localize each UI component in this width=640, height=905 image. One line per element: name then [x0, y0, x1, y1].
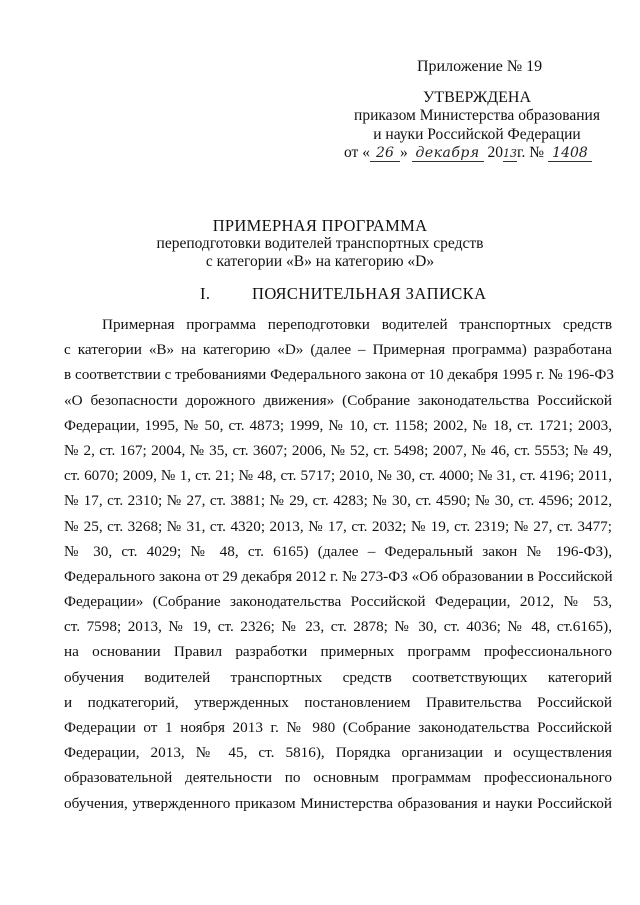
body-line: Федерации от 1 ноября 2013 г. № 980 (Собрание законодательства Российской — [64, 719, 612, 736]
body-line: № 2, ст. 167; 2004, № 35, ст. 3607; 2006, № 52, ст. 5498; 2007, № 46, ст. 5553; № 49, — [64, 441, 612, 459]
body-line: обучения, утвержденного приказом Министерства образования и науки Российской — [64, 794, 612, 812]
program-subtitle-line-2: с категории «В» на категорию «D» — [205, 253, 435, 270]
body-line: ст. 7598; 2013, № 19, ст. 2326; № 23, ст. 2878; № 30, ст. 4036; № 48, ст.6165), — [64, 618, 612, 636]
handwritten-month: декабря — [412, 146, 484, 162]
approved-stamp-text: УТВЕРЖДЕНА — [422, 88, 531, 106]
handwritten-day: 26 — [370, 146, 400, 162]
order-line-2: и науки Российской Федерации — [373, 125, 581, 143]
body-line: образовательной деятельности по основным программам профессионального — [64, 769, 612, 787]
body-line: № 25, ст. 3268; № 31, ст. 4320; 2013, № 17, ст. 2032; № 19, ст. 2319; № 27, ст. 3477; — [64, 517, 612, 535]
date-year-prefix: 20 — [487, 144, 503, 161]
section-heading — [90, 284, 550, 304]
program-subtitle-line-1: переподготовки водителей транспортных средств — [156, 235, 484, 252]
body-line: и подкатегорий, утвержденных постановлением Правительства Российской — [64, 693, 612, 711]
body-line: № 17, ст. 2310; № 27, ст. 3881; № 29, ст. 4283; № 30, ст. 4590; № 30, ст. 4596; 2012, — [64, 492, 612, 510]
section-title: ПОЯСНИТЕЛЬНАЯ ЗАПИСКА — [252, 284, 487, 303]
body-line: ст. 6070; 2009, № 1, ст. 21; № 48, ст. 5717; 2010, № 30, ст. 4000; № 31, ст. 4196; 2011, — [64, 467, 612, 485]
approval-block — [342, 58, 612, 163]
handwritten-year-suffix: 13 — [502, 147, 517, 160]
date-prefix: от « — [344, 144, 370, 161]
handwritten-order-number: 1408 — [548, 146, 592, 162]
body-line: с категории «В» на категорию «D» (далее – Примерная программа) разработана — [64, 341, 612, 359]
order-line-1: приказом Министерства образования — [354, 107, 600, 124]
body-line: в соответствии с требованиями Федерального закона от 10 декабря 1995 г. № 196-ФЗ — [64, 366, 614, 384]
body-line: Федерального закона от 29 декабря 2012 г. № 273-ФЗ «Об образовании в Российской — [64, 567, 613, 585]
date-year-tail: г. № — [516, 144, 545, 161]
program-title-block — [120, 217, 520, 271]
body-line: Федерации, 1995, № 50, ст. 4873; 1999, № 10, ст. 1158; 2002, № 18, ст. 1721; 2003, — [64, 416, 612, 434]
appendix-number: Приложение № 19 — [417, 58, 543, 75]
body-line: Примерная программа переподготовки водителей транспортных средств — [102, 316, 612, 333]
program-title: ПРИМЕРНАЯ ПРОГРАММА — [212, 216, 428, 235]
body-line: Федерации, 2013, № 45, ст. 5816), Порядка организации и осуществления — [64, 744, 612, 762]
order-date-line — [342, 144, 612, 163]
date-mid: » — [399, 144, 408, 161]
body-line: Федерации» (Собрание законодательства Российской Федерации, 2012, № 53, — [64, 593, 612, 611]
body-line: обучения водителей транспортных средств соответствующих категорий — [64, 668, 612, 686]
body-line: на основании Правил разработки примерных программ профессионального — [64, 643, 612, 661]
body-line: «О безопасности дорожного движения» (Собрание законодательства Российской — [64, 391, 612, 409]
section-number: I. — [200, 284, 211, 303]
explanatory-note-body — [64, 312, 612, 816]
body-line: № 30, ст. 4029; № 48, ст. 6165) (далее – Федеральный закон № 196-ФЗ), — [64, 542, 612, 560]
